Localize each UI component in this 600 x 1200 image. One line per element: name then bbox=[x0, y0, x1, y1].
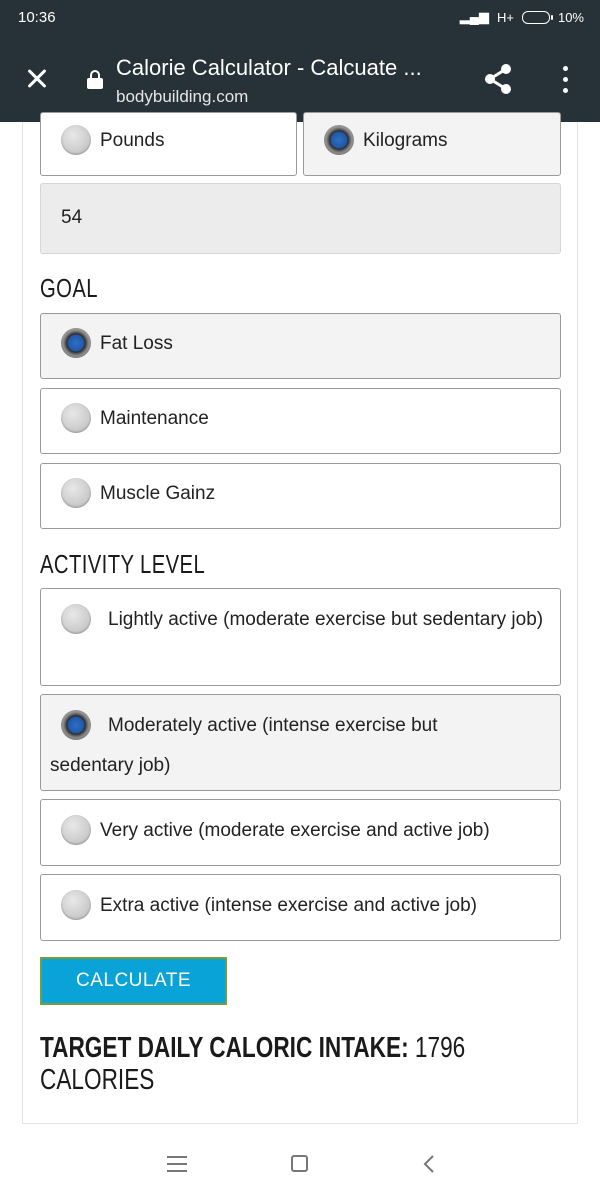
activity-option-moderately-active[interactable] bbox=[40, 694, 561, 791]
weight-input[interactable] bbox=[40, 183, 561, 254]
share-icon[interactable] bbox=[482, 62, 516, 96]
result-text bbox=[40, 1032, 586, 1096]
activity-option-extra-active[interactable] bbox=[40, 874, 561, 941]
radio-button[interactable] bbox=[61, 815, 91, 845]
option-label: Very active (moderate exercise and active job) bbox=[100, 820, 490, 841]
calculate-button[interactable]: CALCULATE bbox=[40, 957, 227, 1005]
option-label: Moderately active (intense exercise but sedentary job) bbox=[50, 715, 438, 776]
menu-icon[interactable] bbox=[167, 1156, 187, 1172]
option-label: Muscle Gainz bbox=[100, 483, 216, 504]
radio-button[interactable] bbox=[61, 403, 91, 433]
radio-button-selected[interactable] bbox=[324, 125, 354, 155]
option-label: Fat Loss bbox=[100, 333, 173, 354]
option-label: Extra active (intense exercise and active job) bbox=[100, 895, 478, 916]
weight-value: 54 bbox=[61, 207, 83, 228]
goal-option-muscle-gainz[interactable] bbox=[40, 463, 561, 529]
goal-option-fat-loss[interactable] bbox=[40, 313, 561, 379]
radio-button[interactable] bbox=[61, 890, 91, 920]
option-label: Lightly active (moderate exercise but sedentary job) bbox=[108, 609, 544, 630]
option-label: Kilograms bbox=[363, 130, 448, 151]
network-type: H+ bbox=[496, 9, 514, 25]
close-icon[interactable] bbox=[22, 64, 52, 94]
option-label: Pounds bbox=[100, 130, 165, 151]
option-label: Maintenance bbox=[100, 408, 209, 429]
status-time: 10:36 bbox=[18, 9, 56, 26]
activity-option-lightly-active[interactable] bbox=[40, 588, 561, 686]
browser-header bbox=[0, 0, 600, 122]
home-icon[interactable] bbox=[291, 1155, 308, 1172]
result-unit: CALORIES bbox=[40, 1064, 155, 1096]
back-icon[interactable] bbox=[420, 1154, 440, 1174]
unit-option-pounds[interactable] bbox=[40, 112, 297, 176]
result-value: 1796 bbox=[414, 1032, 466, 1064]
battery-level: 10% bbox=[557, 9, 584, 25]
unit-option-kilograms[interactable] bbox=[303, 112, 561, 176]
radio-button[interactable] bbox=[61, 478, 91, 508]
battery-icon bbox=[522, 11, 550, 24]
result-label: TARGET DAILY CALORIC INTAKE: bbox=[40, 1032, 409, 1064]
page-url: bodybuilding.com bbox=[116, 87, 249, 106]
radio-button-selected[interactable] bbox=[61, 328, 91, 358]
signal-icon: ▂▄▆ bbox=[459, 9, 489, 24]
system-nav-bar bbox=[0, 1128, 600, 1200]
page-title: Calorie Calculator - Calcuate ... bbox=[116, 55, 422, 80]
radio-button[interactable] bbox=[61, 125, 91, 155]
activity-heading: ACTIVITY LEVEL bbox=[40, 549, 206, 579]
more-options-icon[interactable] bbox=[552, 66, 578, 94]
goal-option-maintenance[interactable] bbox=[40, 388, 561, 454]
status-bar bbox=[0, 0, 600, 38]
lock-icon bbox=[87, 70, 103, 88]
activity-option-very-active[interactable] bbox=[40, 799, 561, 866]
goal-heading: GOAL bbox=[40, 273, 98, 303]
